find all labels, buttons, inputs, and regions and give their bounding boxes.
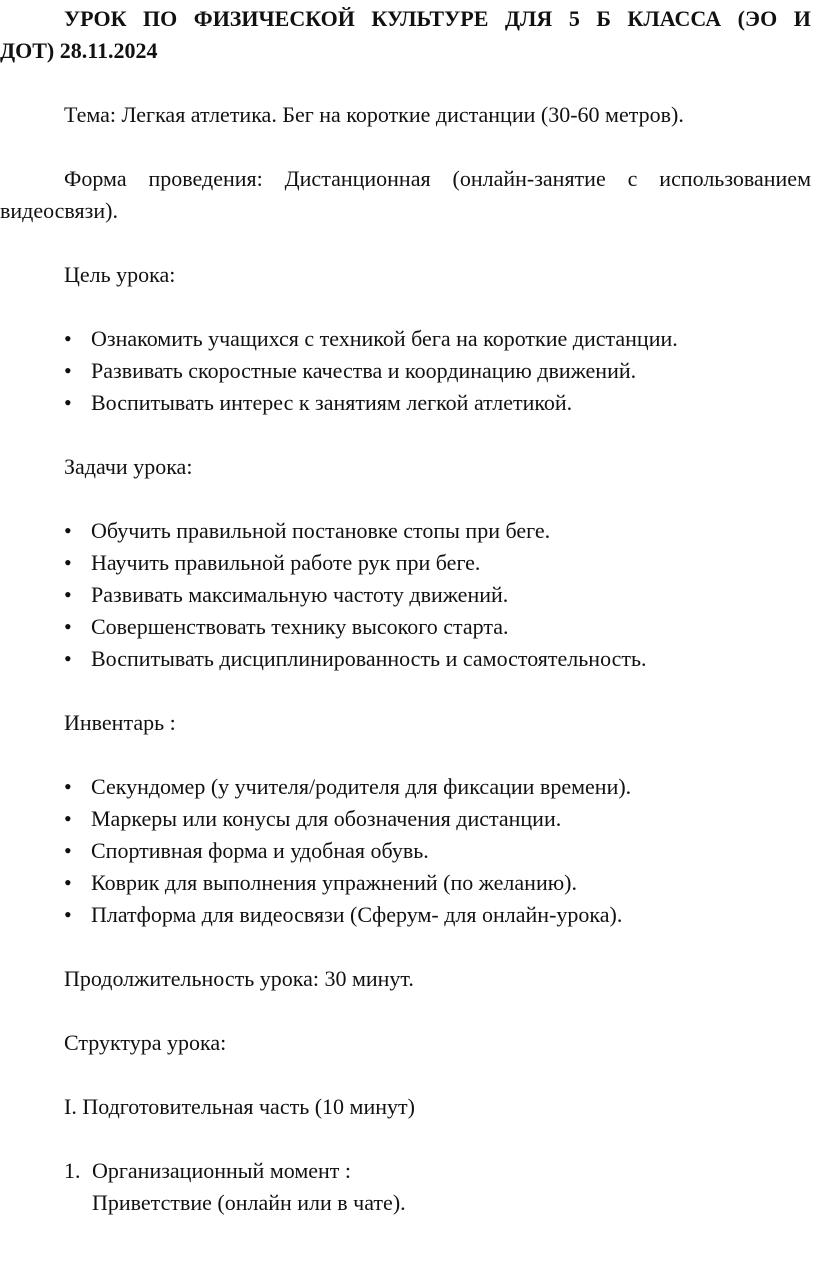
- lesson-duration: Продолжительность урока: 30 минут.: [64, 966, 414, 991]
- bullet: •: [64, 870, 72, 895]
- document-title-line-2: ДОТ) 28.11.2024: [0, 38, 158, 63]
- title-word: ПО: [143, 6, 178, 31]
- inventory-heading: Инвентарь :: [64, 710, 176, 735]
- bullet: •: [64, 614, 72, 639]
- task-item-text: Обучить правильной постановке стопы при беге.: [91, 518, 551, 543]
- title-word: УРОК: [64, 6, 127, 31]
- task-item-text: Научить правильной работе рук при беге.: [91, 550, 481, 575]
- bullet: •: [64, 390, 72, 415]
- goal-heading: Цель урока:: [64, 262, 176, 287]
- title-word: 5: [568, 6, 580, 31]
- step-1-title: Организационный момент :: [92, 1158, 352, 1183]
- tasks-heading: Задачи урока:: [64, 454, 193, 479]
- step-1-detail: Приветствие (онлайн или в чате).: [92, 1190, 406, 1215]
- title-word: ФИЗИЧЕСКОЙ: [193, 6, 355, 31]
- structure-heading: Структура урока:: [64, 1030, 227, 1055]
- goal-item-text: Развивать скоростные качества и координацию движений.: [91, 358, 637, 383]
- goal-item-text: Ознакомить учащихся с техникой бега на короткие дистанции.: [91, 326, 678, 351]
- bullet: •: [64, 582, 72, 607]
- bullet: •: [64, 646, 72, 671]
- inventory-item-text: Платформа для видеосвязи (Сферум- для онлайн-урока).: [91, 902, 623, 927]
- title-word: И: [793, 6, 811, 31]
- bullet: •: [64, 774, 72, 799]
- title-word: КУЛЬТУРЕ: [371, 6, 489, 31]
- lesson-topic: Тема: Легкая атлетика. Бег на короткие дистанции (30-60 метров).: [64, 102, 684, 127]
- document-title-line-1: [64, 4, 811, 34]
- goal-item-text: Воспитывать интерес к занятиям легкой атлетикой.: [91, 390, 573, 415]
- title-word: ДЛЯ: [504, 6, 553, 31]
- bullet: •: [64, 358, 72, 383]
- step-1-number: 1.: [64, 1158, 81, 1183]
- structure-part-1: I. Подготовительная часть (10 минут): [64, 1094, 415, 1119]
- title-word: Б: [596, 6, 611, 31]
- bullet: •: [64, 326, 72, 351]
- bullet: •: [64, 838, 72, 863]
- inventory-item-text: Коврик для выполнения упражнений (по желанию).: [91, 870, 577, 895]
- bullet: •: [64, 902, 72, 927]
- title-word: (ЭО: [737, 6, 778, 31]
- inventory-item-text: Маркеры или конусы для обозначения дистанции.: [91, 806, 562, 831]
- task-item-text: Развивать максимальную частоту движений.: [91, 582, 509, 607]
- bullet: •: [64, 806, 72, 831]
- bullet: •: [64, 518, 72, 543]
- bullet: •: [64, 550, 72, 575]
- inventory-item-text: Спортивная форма и удобная обувь.: [91, 838, 429, 863]
- lesson-form-line-1: Форма проведения: Дистанционная (онлайн-занятие с использованием: [64, 166, 811, 191]
- task-item-text: Воспитывать дисциплинированность и самостоятельность.: [91, 646, 647, 671]
- lesson-form-line-2: видеосвязи).: [0, 198, 118, 223]
- task-item-text: Совершенствовать технику высокого старта.: [91, 614, 509, 639]
- title-word: КЛАССА: [627, 6, 722, 31]
- inventory-item-text: Секундомер (у учителя/родителя для фиксации времени).: [91, 774, 632, 799]
